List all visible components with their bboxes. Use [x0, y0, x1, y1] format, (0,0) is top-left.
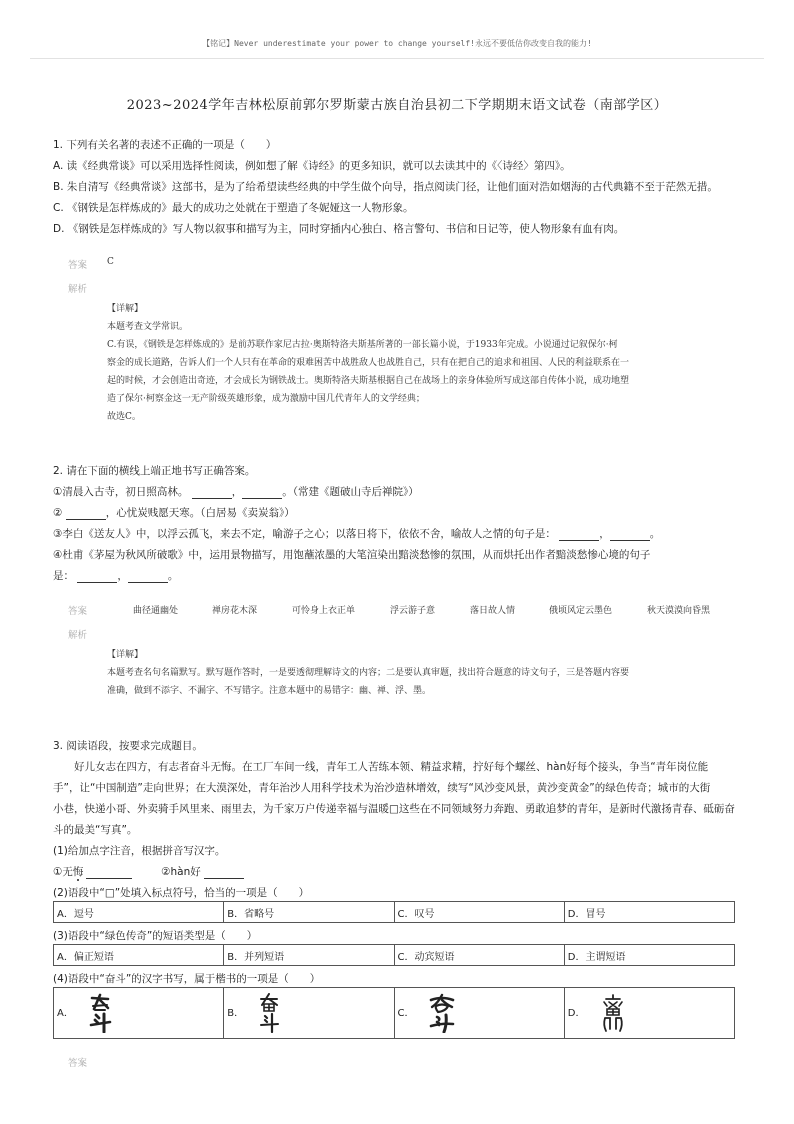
header-divider — [30, 58, 764, 59]
option-a[interactable]: A．偏正短语 — [54, 945, 224, 966]
q1-explanation-line: 造了保尔·柯察金这一无产阶级英雄形象，成为激励中国几代青年人的文学经典； — [107, 394, 425, 404]
q1-option-a: A. 读《经典常谈》可以采用选择性阅读，例如想了解《诗经》的更多知识，就可以去读其中的《〈诗经〉第四》。 — [53, 160, 571, 172]
q2-line-1-prefix: ①清晨入古寺，初日照高林。 — [53, 486, 189, 498]
q2-line-3 — [53, 526, 660, 541]
q1-explanation-line: 察金的成长道路，告诉人们一个人只有在革命的艰难困苦中战胜敌人也战胜自己，只有在把自己的追求和祖国、人民的利益联系在一 — [107, 358, 630, 368]
q3-sub1-blank-a[interactable] — [86, 867, 132, 879]
q1-answer-label: 答案 — [68, 260, 88, 271]
q3-sub1-items — [53, 864, 244, 879]
q1-stem: 1. 下列有关名著的表述不正确的一项是（ ） — [53, 139, 277, 151]
q1-option-c: C. 《钢铁是怎样炼成的》最大的成功之处就在于塑造了冬妮娅这一人物形象。 — [53, 202, 414, 214]
page-title: 2023~2024学年吉林松原前郭尔罗斯蒙古族自治县初二下学期期末语文试卷（南部学区） — [126, 98, 668, 113]
q3-sub3-options — [53, 944, 735, 966]
q3-passage-line: 斗的最美“写真”。 — [53, 824, 138, 836]
q2-line-2-prefix: ② — [53, 507, 63, 519]
q2-period: 。 — [649, 528, 661, 540]
option-b[interactable] — [224, 988, 394, 1039]
q2-blank-4[interactable] — [559, 529, 599, 541]
q2-blank-6[interactable] — [77, 571, 117, 583]
option-d[interactable]: D．冒号 — [564, 902, 734, 923]
q3-sub3-stem: (3)语段中“绿色传奇”的短语类型是（ ） — [53, 930, 258, 942]
q1-explanation-line: 故选C。 — [107, 412, 141, 422]
q2-answer-item: 可怜身上衣正单 — [292, 606, 356, 616]
option-d-label: D． — [567, 1008, 586, 1019]
q2-line-4: ④杜甫《茅屋为秋风所破歌》中，运用景物描写，用饱蘸浓墨的大笔渲染出黯淡愁惨的氛围，从而烘托出作者黯淡愁惨心境的句子 — [53, 549, 651, 561]
option-b-label: B． — [227, 1008, 245, 1019]
q3-passage-line: 手”，让“中国制造”走向世界；在大漠深处，青年治沙人用科学技术为治沙造林增效，续写“风沙变风景，黄沙变黄金”的绿色传奇；城市的大街 — [53, 782, 711, 794]
q1-explanation-line: 本题考查文学常识。 — [107, 322, 189, 332]
option-d[interactable]: D．主谓短语 — [564, 945, 734, 966]
q3-sub4-options — [53, 987, 735, 1039]
option-c[interactable]: C．叹号 — [394, 902, 564, 923]
q2-answer-item: 浮云游子意 — [390, 606, 436, 616]
q3-sub1-stem: (1)给加点字注音，根据拼音写汉字。 — [53, 845, 226, 857]
q1-detail-heading: 【详解】 — [107, 304, 144, 314]
q3-sub2-options — [53, 901, 735, 923]
q2-answer-item: 俄顷风定云墨色 — [549, 606, 613, 616]
option-b[interactable]: B．省略号 — [224, 902, 394, 923]
q3-answer-label: 答案 — [68, 1058, 88, 1069]
q2-explanation-line: 准确，做到不添字、不漏字、不写错字。注意本题中的易错字：幽、禅、浮、墨。 — [107, 686, 432, 696]
q3-sub1-blank-b[interactable] — [204, 867, 244, 879]
q2-blank-2[interactable] — [242, 487, 282, 499]
q2-line-1 — [53, 484, 419, 499]
q2-period: 。 — [167, 570, 179, 582]
q2-answer-item: 秋天漠漠向昏黑 — [647, 606, 711, 616]
q1-option-b: B. 朱自清写《经典常谈》这部书，是为了给希望读些经典的中学生做个向导，指点阅读门径，让他们面对浩如烟海的古代典籍不至于茫然无措。 — [53, 181, 718, 193]
calligraphy-image-b — [257, 993, 281, 1033]
q2-stem: 2. 请在下面的横线上端正地书写正确答案。 — [53, 465, 256, 477]
q3-passage-line: 小巷，快递小哥、外卖骑手风里来、雨里去，为千家万户传递幸福与温暖□这些在不同领域努力奔跑、勇敢追梦的青年，是新时代激扬青春、砥砺奋 — [53, 803, 735, 815]
q1-option-d: D. 《钢铁是怎样炼成的》写人物以叙事和描写为主，同时穿插内心独白、格言警句、书信和日记等，使人物形象有血有肉。 — [53, 223, 625, 235]
q2-comma: ， — [231, 486, 243, 498]
q2-blank-3[interactable] — [66, 508, 106, 520]
q2-answer-item: 曲径通幽处 — [133, 606, 179, 616]
q3-stem: 3. 阅读语段，按要求完成题目。 — [53, 740, 203, 752]
option-a[interactable]: A．逗号 — [54, 902, 224, 923]
q3-sub2-stem: (2)语段中“□”处填入标点符号，恰当的一项是（ ） — [53, 887, 310, 899]
q2-line-5-prefix: 是： — [53, 570, 74, 582]
q2-line-2 — [53, 505, 295, 520]
q3-sub4-stem: (4)语段中“奋斗”的汉字书写，属于楷书的一项是（ ） — [53, 973, 321, 985]
q2-line-1-suffix: 。（常建《题破山寺后禅院》） — [282, 486, 419, 498]
header-motto: 【铭记】Never underestimate your power to change yourself!永远不要低估你改变自我的能力! — [202, 39, 592, 48]
q1-explanation-line: C.有误，《钢铁是怎样炼成的》是前苏联作家尼古拉·奥斯特洛夫斯基所著的一部长篇小说，于1933年完成。小说通过记叙保尔·柯 — [107, 340, 618, 350]
q1-answer: C — [107, 257, 114, 267]
option-c[interactable]: C．动宾短语 — [394, 945, 564, 966]
q2-explanation-label: 解析 — [68, 630, 88, 641]
q1-explanation-line: 起的时候，才会创造出奇迹，才会成长为钢铁战士。奥斯特洛夫斯基根据自己在战场上的亲身体验所写成这部自传体小说，成功地塑 — [107, 376, 630, 386]
q2-answer-label: 答案 — [68, 606, 88, 617]
q2-line-2-suffix: ，心忧炭贱愿天寒。（白居易《卖炭翁》） — [105, 507, 295, 519]
q3-sub1-dotted-char: 悔 — [72, 866, 84, 878]
option-a[interactable] — [54, 988, 224, 1039]
q2-line-3-prefix: ③李白《送友人》中，以浮云孤飞，来去不定，喻游子之心；以落日将下，依依不舍，喻故人之情的句子是： — [53, 528, 556, 540]
q3-passage-line: 好儿女志在四方，有志者奋斗无悔。在工厂车间一线，青年工人苦练本领、精益求精，拧好每个螺丝、hàn好每个接头，争当“青年岗位能 — [53, 761, 709, 773]
option-d[interactable] — [564, 988, 734, 1039]
q2-blank-7[interactable] — [128, 571, 168, 583]
option-c-label: C． — [397, 1008, 415, 1019]
q2-line-5 — [53, 568, 178, 583]
q2-comma: ， — [599, 528, 610, 540]
option-c[interactable] — [394, 988, 564, 1039]
calligraphy-image-c — [428, 993, 456, 1033]
calligraphy-image-a — [87, 993, 113, 1033]
q2-answer-item: 禅房花木深 — [212, 606, 258, 616]
q3-sub1-b-prefix: ②hàn好 — [161, 866, 201, 878]
q2-explanation-line: 本题考查名句名篇默写。默写题作答时，一是要透彻理解诗文的内容；二是要认真审题，找出符合题意的诗文句子，三是答题内容要 — [107, 668, 630, 678]
q1-explanation-label: 解析 — [68, 284, 88, 295]
calligraphy-image-d — [599, 993, 627, 1033]
q3-sub1-a-prefix: ①无 — [53, 866, 73, 878]
option-b[interactable]: B．并列短语 — [224, 945, 394, 966]
q2-blank-1[interactable] — [192, 487, 232, 499]
q2-blank-5[interactable] — [610, 529, 650, 541]
q2-detail-heading: 【详解】 — [107, 650, 144, 660]
option-a-label: A． — [57, 1008, 74, 1019]
q2-comma: ， — [117, 570, 128, 582]
q2-answer-item: 落日故人情 — [470, 606, 516, 616]
